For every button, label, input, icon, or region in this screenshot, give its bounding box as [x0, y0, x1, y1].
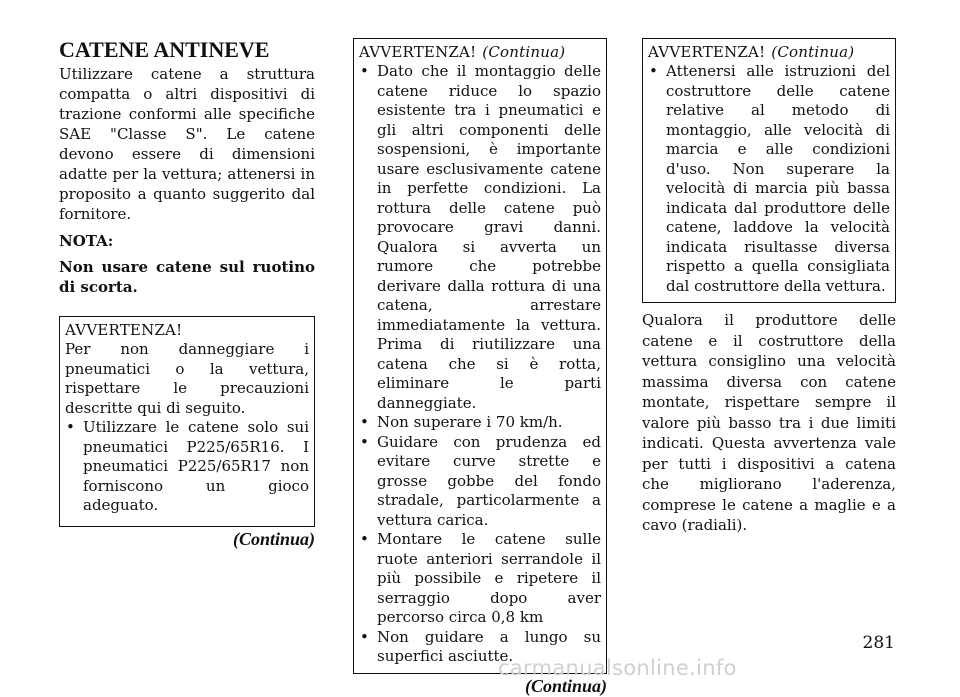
closing-paragraph: Qualora il produttore delle catene e il costruttore della vettura consiglino una velocità massima diversa con catene montate, rispettare sempre il valore più basso tra i due limiti indicati. Questa avvertenza vale per tutti i dispositivi a catena che migliorano l'aderenza, comprese le catene a maglie e a cavo (radiali). — [642, 311, 896, 534]
note-text: Non usare catene sul ruotino di scorta. — [59, 258, 315, 296]
warning-box-2 — [353, 38, 607, 674]
bullet-item: • Dato che il montaggio delle catene riduce lo spazio esistente tra i pneumatici e gli altri componenti delle sospensioni, è importante usare esclusivamente catene in perfette condizioni. La rottura delle catene può provocare gravi danni. Qualora si avverta un rumore che potrebbe derivare dalla rottura di una catena, arrestare immediatamente la vettura. Prima di riutilizzare una catena che si è rotta, eliminare le parti danneggiate. — [359, 62, 601, 413]
continua-label: (Continua) — [524, 675, 607, 696]
continua-label: (Continua) — [232, 528, 315, 549]
warning-bullets — [359, 62, 601, 667]
warning-continued: (Continua) — [771, 43, 855, 61]
warning-bullets — [65, 418, 309, 516]
note-label: NOTA: — [59, 232, 114, 250]
bullet-item: • Montare le catene sulle ruote anteriori serrandole il più possibile e ripetere il serraggio dopo aver percorso circa 0,8 km — [359, 530, 601, 628]
bullet-item: • Non guidare a lungo su superfici asciutte. — [359, 628, 601, 667]
middle-column — [353, 38, 607, 697]
page-number: 281 — [862, 633, 895, 653]
bullet-item: • Utilizzare le catene solo sui pneumatici P225/65R16. I pneumatici P225/65R17 non forniscono un gioco adeguato. — [65, 418, 309, 516]
watermark: carmanualsonline.info — [498, 656, 737, 680]
right-column — [642, 38, 896, 536]
warning-title: AVVERTENZA! — [65, 321, 183, 339]
warning-bullets — [648, 62, 890, 296]
bullet-item: • Attenersi alle istruzioni del costruttore delle catene relative al metodo di montaggio, alle velocità di marcia e alle condizioni d'uso. Non superare la velocità di marcia più bassa indicata dal produttore delle catene, laddove la velocità indicata risultasse diversa rispetto a quella consigliata dal costruttore della vettura. — [648, 62, 890, 296]
bullet-item: • Non superare i 70 km/h. — [359, 413, 601, 433]
intro-paragraph: Utilizzare catene a struttura compatta o altri dispositivi di trazione conformi alle specifiche SAE "Classe S". Le catene devono essere di dimensioni adatte per la vettura; attenersi in proposito a quanto suggerito dal fornitore. — [59, 65, 315, 223]
warning-title-row — [648, 43, 890, 62]
warning-title: AVVERTENZA! — [359, 43, 477, 61]
warning-title: AVVERTENZA! — [648, 43, 766, 61]
warning-box-3 — [642, 38, 896, 303]
left-column — [59, 38, 315, 550]
section-title: CATENE ANTINEVE — [59, 37, 270, 62]
warning-box-1 — [59, 316, 315, 527]
bullet-item: • Guidare con prudenza ed evitare curve strette e grosse gobbe del fondo stradale, particolarmente a vettura carica. — [359, 433, 601, 531]
warning-text: Per non danneggiare i pneumatici o la vettura, rispettare le precauzioni descritte qui di seguito. — [65, 340, 309, 417]
warning-continued: (Continua) — [482, 43, 566, 61]
warning-title-row — [359, 43, 601, 62]
